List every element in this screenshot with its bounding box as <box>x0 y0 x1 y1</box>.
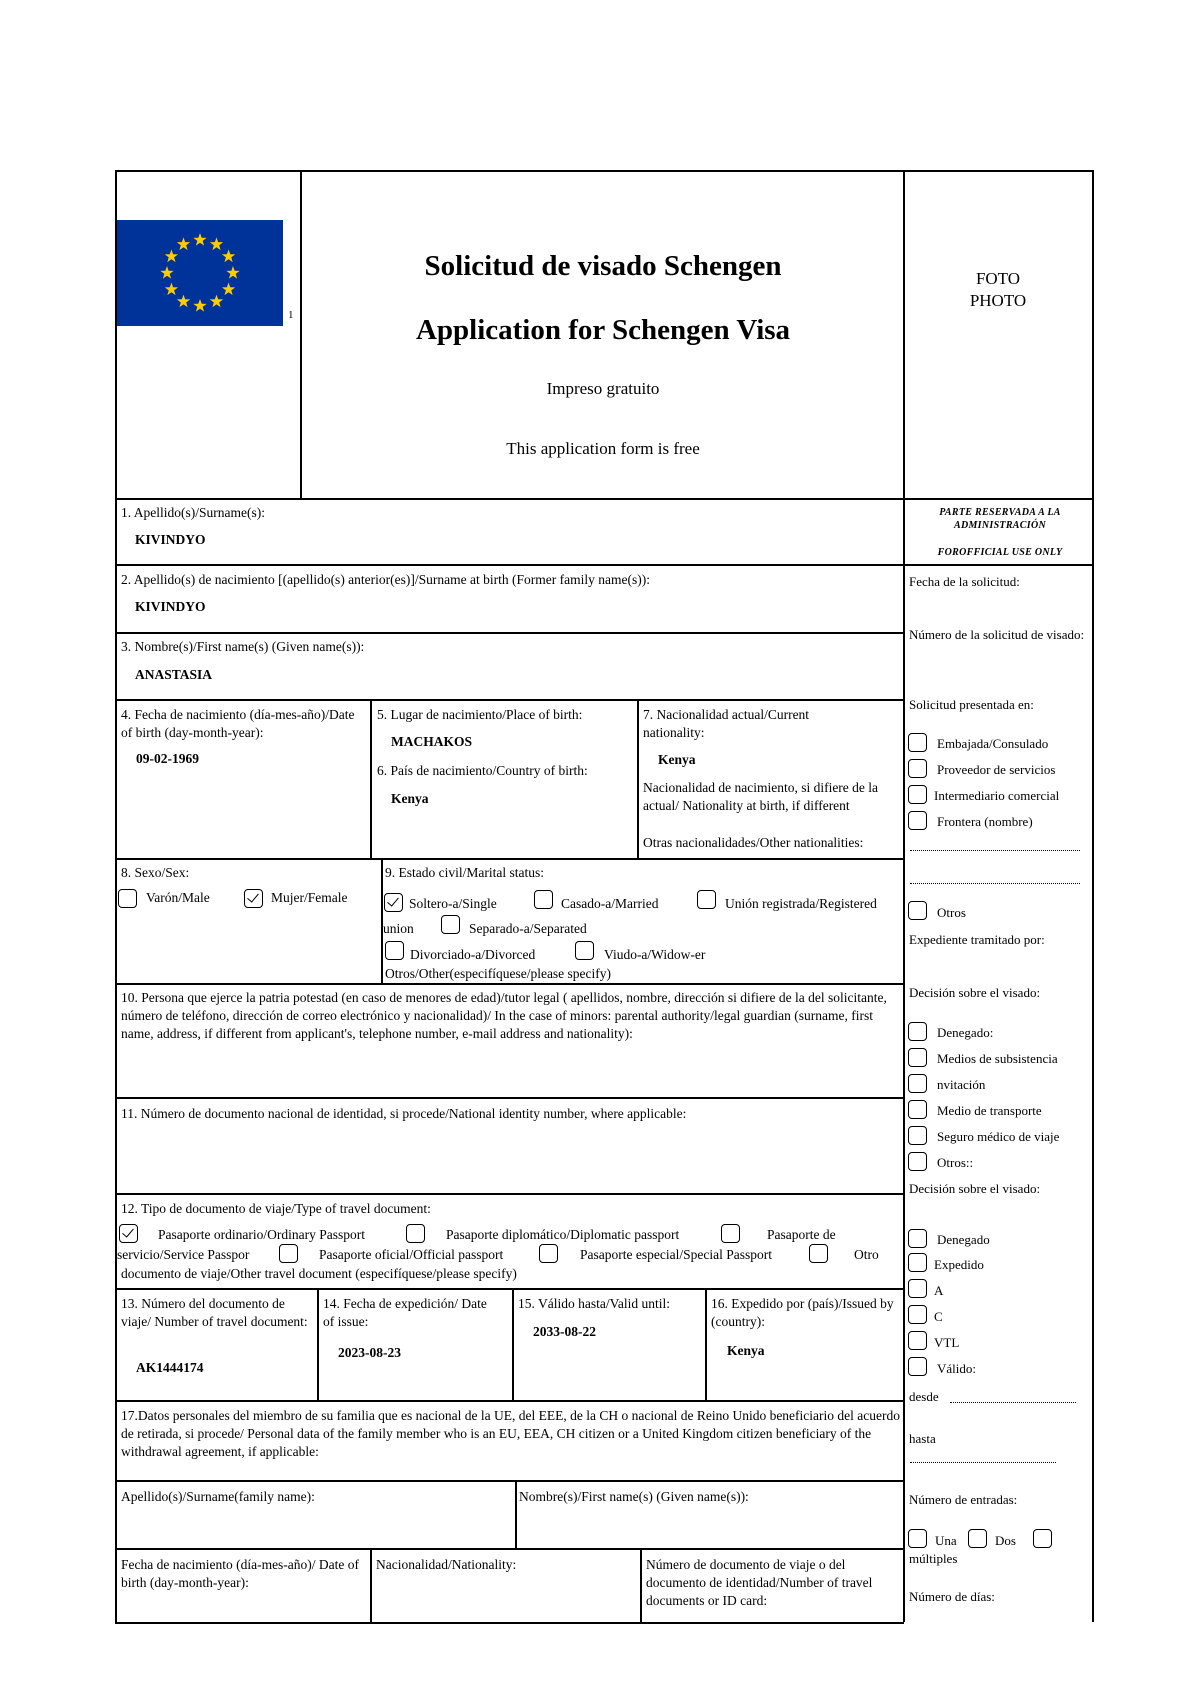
official-two-entries-checkbox[interactable] <box>968 1529 987 1548</box>
doc-diplomatic-label: Pasaporte diplomático/Diplomatic passport <box>446 1227 680 1242</box>
official-insurance-label: Seguro médico de viaje <box>937 1129 1060 1144</box>
official-reserved-es: PARTE RESERVADA A LA ADMINISTRACIÓN <box>939 507 1061 531</box>
doc-other-checkbox[interactable] <box>809 1244 828 1263</box>
family-nationality-label: Nacionalidad/Nationality: <box>376 1557 517 1572</box>
official-refused-label: Denegado: <box>937 1025 994 1040</box>
official-from-label: desde <box>909 1389 939 1404</box>
marital-status-label: 9. Estado civil/Marital status: <box>385 865 544 880</box>
marital-widow-checkbox[interactable] <box>575 941 594 960</box>
doc-other-label: Otro <box>854 1247 879 1262</box>
family-surname-label: Apellido(s)/Surname(family name): <box>121 1489 315 1504</box>
official-one-entry-checkbox[interactable] <box>908 1529 927 1548</box>
official-from-dots <box>950 1402 1076 1403</box>
photo-box <box>905 268 1091 312</box>
marital-divorced-checkbox[interactable] <box>385 941 404 960</box>
official-date-application: Fecha de la solicitud: <box>909 574 1020 589</box>
marital-single-checkbox[interactable] <box>384 893 403 912</box>
eu-flag-stars-icon <box>117 220 283 326</box>
valid-until-label: 15. Válido hasta/Valid until: <box>518 1296 670 1311</box>
official-means-checkbox[interactable] <box>908 1048 927 1067</box>
doc-diplomatic-checkbox[interactable] <box>406 1224 425 1243</box>
surname-birth-value[interactable]: KIVINDYO <box>135 599 206 614</box>
marital-other-label: Otros/Other(especifíquese/please specify) <box>385 966 612 981</box>
official-refused2-label: Denegado <box>937 1232 990 1247</box>
other-nationalities-label: Otras nacionalidades/Other nationalities: <box>643 835 864 850</box>
doc-service-label-cont: servicio/Service Passpor <box>117 1247 250 1262</box>
photo-label-es: FOTO <box>975 269 1021 288</box>
doc-ordinary-label: Pasaporte ordinario/Ordinary Passport <box>158 1227 365 1242</box>
official-issued-label: Expedido <box>934 1257 984 1272</box>
doc-official-checkbox[interactable] <box>279 1244 298 1263</box>
official-invitation-label: nvitación <box>937 1077 986 1092</box>
title-es: Solicitud de visado Schengen <box>424 250 782 282</box>
official-one-entry-label: Una <box>935 1533 957 1548</box>
official-others2-checkbox[interactable] <box>908 1152 927 1171</box>
doc-number-label: 13. Número del documento de viaje/ Number of travel document: <box>121 1296 308 1329</box>
marital-married-checkbox[interactable] <box>534 890 553 909</box>
official-type-vtl-label: VTL <box>934 1335 960 1350</box>
official-until-dots <box>910 1462 1056 1463</box>
official-lodged-at: Solicitud presentada en: <box>909 697 1034 712</box>
birth-country-label: 6. País de nacimiento/Country of birth: <box>377 763 588 778</box>
marital-widow-label: Viudo-a/Widow-er <box>604 947 706 962</box>
official-multiple-entries-checkbox[interactable] <box>1033 1529 1052 1548</box>
birth-place-value[interactable]: MACHAKOS <box>391 734 472 749</box>
doc-ordinary-checkbox[interactable] <box>119 1224 138 1243</box>
nationality-label: 7. Nacionalidad actual/Current nationality: <box>643 707 810 740</box>
official-border-dots-2 <box>910 883 1080 884</box>
official-reserved-en: FOROFFICIAL USE ONLY <box>937 547 1063 558</box>
valid-until-value[interactable]: 2033-08-22 <box>533 1324 596 1339</box>
official-application-number: Número de la solicitud de visado: <box>909 627 1085 642</box>
family-first-name-label: Nombre(s)/First name(s) (Given name(s)): <box>519 1489 749 1504</box>
flag-footnote-mark: 1 <box>288 309 294 321</box>
official-provider-label: Proveedor de servicios <box>937 762 1056 777</box>
official-others2-label: Otros:: <box>937 1155 974 1170</box>
issue-date-value[interactable]: 2023-08-23 <box>338 1345 401 1360</box>
official-border-dots <box>910 850 1080 851</box>
official-until-label: hasta <box>909 1431 936 1446</box>
marital-divorced-label: Divorciado-a/Divorced <box>410 947 536 962</box>
dob-label: 4. Fecha de nacimiento (día-mes-año)/Date of birth (day-month-year): <box>121 707 355 740</box>
birth-country-value[interactable]: Kenya <box>391 791 429 806</box>
family-member-label: 17.Datos personales del miembro de su familia que es nacional de la UE, del EEE, de la CH o nacional de Reino Unido beneficiario del acuerdo de retirada, si procede/ Personal data of the family member who is an EU, EEA, CH citizen or a United Kingdom citizen beneficiary of the withdrawal agreement, if applicable: <box>121 1408 900 1459</box>
official-days-label: Número de días: <box>909 1589 995 1604</box>
surname-birth-label: 2. Apellido(s) de nacimiento [(apellido(s) anterior(es)]/Surname at birth (Former family name(s)): <box>121 572 650 587</box>
doc-special-label: Pasaporte especial/Special Passport <box>580 1247 772 1262</box>
sex-male-checkbox[interactable] <box>118 889 137 908</box>
official-embassy-label: Embajada/Consulado <box>937 736 1049 751</box>
family-dob-label: Fecha de nacimiento (día-mes-año)/ Date of birth (day-month-year): <box>121 1557 360 1590</box>
official-provider-checkbox[interactable] <box>908 759 927 778</box>
official-type-vtl-checkbox[interactable] <box>908 1331 927 1350</box>
marital-union-label: Unión registrada/Registered <box>725 896 877 911</box>
surname-value[interactable]: KIVINDYO <box>135 532 206 547</box>
doc-service-label: Pasaporte de <box>767 1227 836 1242</box>
official-valid-label: Válido: <box>937 1361 976 1376</box>
doc-other-label-cont: documento de viaje/Other travel document (especifíquese/please specify) <box>121 1266 517 1281</box>
sex-female-label: Mujer/Female <box>271 890 348 905</box>
official-means-label: Medios de subsistencia <box>937 1051 1058 1066</box>
official-others-label: Otros <box>937 905 966 920</box>
title-en: Application for Schengen Visa <box>415 314 791 346</box>
official-invitation-checkbox[interactable] <box>908 1074 927 1093</box>
official-type-a-checkbox[interactable] <box>908 1279 927 1298</box>
official-multiple-entries-label: múltiples <box>909 1551 958 1566</box>
doc-official-label: Pasaporte oficial/Official passport <box>319 1247 504 1262</box>
doc-service-checkbox[interactable] <box>721 1224 740 1243</box>
dob-value[interactable]: 09-02-1969 <box>136 751 199 766</box>
official-others-checkbox[interactable] <box>908 901 927 920</box>
family-doc-number-label: Número de documento de viaje o del documento de identidad/Number of travel documents or ID card: <box>646 1557 873 1608</box>
first-name-label: 3. Nombre(s)/First name(s) (Given name(s)): <box>121 639 365 654</box>
official-entries-label: Número de entradas: <box>909 1492 1018 1507</box>
official-valid-checkbox[interactable] <box>908 1357 927 1376</box>
official-transport-label: Medio de transporte <box>937 1103 1042 1118</box>
marital-separated-checkbox[interactable] <box>441 915 460 934</box>
official-border-label: Frontera (nombre) <box>937 814 1033 829</box>
nationality-birth-label: Nacionalidad de nacimiento, si difiere de la actual/ Nationality at birth, if different <box>643 780 879 813</box>
doc-number-value[interactable]: AK1444174 <box>136 1360 204 1375</box>
official-embassy-checkbox[interactable] <box>908 733 927 752</box>
birth-place-label: 5. Lugar de nacimiento/Place of birth: <box>377 707 583 722</box>
official-issued-checkbox[interactable] <box>908 1253 927 1272</box>
free-en: This application form is free <box>506 439 700 458</box>
photo-label-en: PHOTO <box>969 291 1027 310</box>
free-es: Impreso gratuito <box>546 379 660 398</box>
national-id-label: 11. Número de documento nacional de identidad, si procede/National identity number, where applicable: <box>121 1106 687 1121</box>
official-intermediary-label: Intermediario comercial <box>934 788 1060 803</box>
marital-union-label-cont: union <box>383 921 414 936</box>
marital-union-checkbox[interactable] <box>697 890 716 909</box>
official-type-c-checkbox[interactable] <box>908 1305 927 1324</box>
official-refused-checkbox[interactable] <box>908 1022 927 1041</box>
sex-female-checkbox[interactable] <box>244 889 263 908</box>
official-type-a-label: A <box>934 1283 944 1298</box>
marital-separated-label: Separado-a/Separated <box>469 921 587 936</box>
official-type-c-label: C <box>934 1309 943 1324</box>
issue-date-label: 14. Fecha de expedición/ Date of issue: <box>323 1296 487 1329</box>
first-name-value[interactable]: ANASTASIA <box>135 667 213 682</box>
sex-label: 8. Sexo/Sex: <box>121 865 190 880</box>
official-border-checkbox[interactable] <box>908 811 927 830</box>
travel-doc-type-label: 12. Tipo de documento de viaje/Type of travel document: <box>121 1201 431 1216</box>
official-two-entries-label: Dos <box>995 1533 1016 1548</box>
official-transport-checkbox[interactable] <box>908 1100 927 1119</box>
marital-married-label: Casado-a/Married <box>561 896 659 911</box>
sex-male-label: Varón/Male <box>146 890 210 905</box>
issued-by-value[interactable]: Kenya <box>727 1343 765 1358</box>
official-refused2-checkbox[interactable] <box>908 1229 927 1248</box>
official-intermediary-checkbox[interactable] <box>908 785 927 804</box>
eu-flag <box>117 220 283 326</box>
surname-label: 1. Apellido(s)/Surname(s): <box>121 505 265 520</box>
marital-single-label: Soltero-a/Single <box>409 896 497 911</box>
official-decision-2: Decisión sobre el visado: <box>909 1181 1041 1196</box>
official-decision-1: Decisión sobre el visado: <box>909 985 1041 1000</box>
issued-by-label: 16. Expedido por (país)/Issued by (country): <box>711 1296 894 1329</box>
doc-special-checkbox[interactable] <box>539 1244 558 1263</box>
official-insurance-checkbox[interactable] <box>908 1126 927 1145</box>
nationality-value[interactable]: Kenya <box>658 752 696 767</box>
official-handled-by: Expediente tramitado por: <box>909 932 1045 947</box>
guardian-label: 10. Persona que ejerce la patria potestad (en caso de menores de edad)/tutor legal ( apellidos, nombre, dirección si difiere de la del solicitante, número de teléfono, dirección de correo electrónico y nacionalidad)/ In the case of minors: parental authority/legal guardian (surname, first name, address, if different from applicant's, telephone number, e-mail address and nationality): <box>121 990 887 1041</box>
